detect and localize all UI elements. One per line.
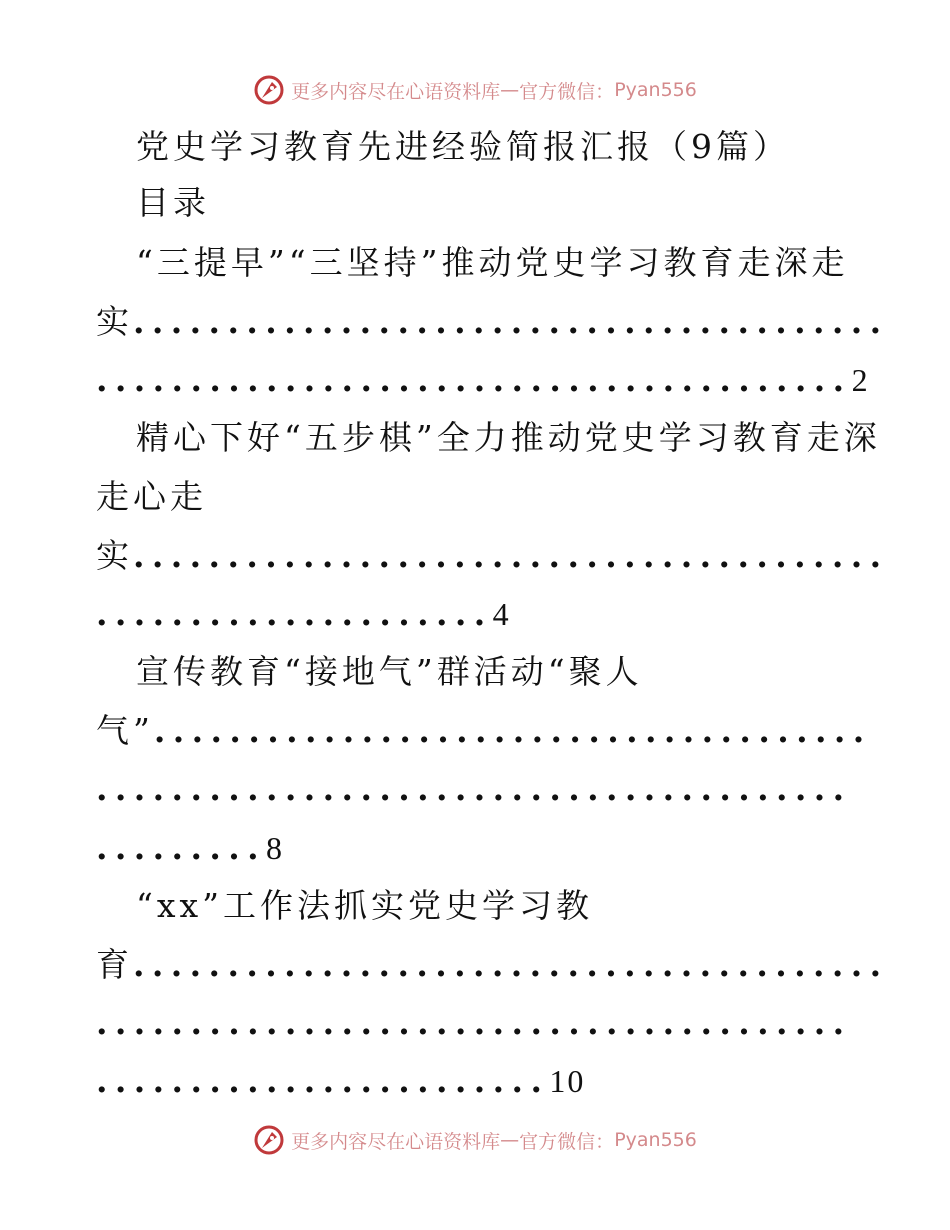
toc-entry-3-page: 8	[266, 830, 284, 866]
toc-entry-3-line4[interactable]	[96, 828, 856, 868]
toc-entry-2-title-text: 精心下好“五步棋”全力推动党史学习教育走深	[136, 418, 881, 457]
toc-entry-2-page: 4	[492, 596, 511, 632]
toc-entry-1-title-text: “三提早”“三坚持”推动党史学习教育走深走	[136, 243, 849, 282]
toc-leader-dots: ........................................	[133, 302, 889, 341]
watermark-handle: Pyan556	[614, 1129, 697, 1151]
toc-entry-2-title[interactable]	[96, 418, 896, 458]
toc-entry-4-line2[interactable]	[96, 945, 889, 985]
toc-entry-3-line3[interactable]	[96, 769, 856, 809]
document-title: 党史学习教育先进经验简报汇报（9篇）	[136, 127, 790, 166]
toc-entry-4-line3[interactable]	[96, 1003, 856, 1043]
toc-entry-1-page: 2	[851, 362, 870, 398]
toc-leader-dots: .........	[96, 828, 266, 867]
watermark-handle: Pyan556	[614, 79, 697, 101]
toc-heading: 目录	[136, 183, 210, 222]
toc-entry-1-title-cont: 实	[96, 302, 133, 341]
toc-entry-3-title-cont: 气”	[96, 711, 154, 750]
header-watermark	[0, 70, 950, 110]
toc-entry-1-title[interactable]	[96, 243, 896, 283]
watermark-official: 官方微信：	[519, 1130, 615, 1153]
toc-entry-3-line2[interactable]	[96, 711, 872, 751]
toc-entry-2-line4[interactable]	[96, 594, 856, 634]
watermark-official: 官方微信：	[519, 80, 615, 103]
toc-entry-4-title-text: “xx”工作法抓实党史学习教	[136, 886, 593, 925]
toc-entry-2-line2[interactable]	[96, 477, 856, 517]
toc-leader-dots: ......................................	[153, 711, 872, 750]
toc-entry-1-line3[interactable]	[96, 360, 870, 400]
watermark-separator: —	[500, 1129, 520, 1151]
toc-entry-2-title-cont: 走心走	[96, 477, 207, 516]
pen-nib-circle-icon	[253, 1124, 285, 1156]
pen-nib-circle-icon	[253, 74, 285, 106]
toc-entry-3-title-text: 宣传教育“接地气”群活动“聚人	[136, 652, 643, 691]
watermark-brand: 更多内容尽在心语资料库	[291, 80, 501, 103]
toc-entry-4-page: 10	[549, 1063, 586, 1099]
toc-leader-dots: ........................	[96, 1061, 550, 1100]
toc-leader-dots: .....................	[96, 594, 493, 633]
toc-entry-3-title[interactable]	[96, 652, 896, 692]
toc-leader-dots: ........................................	[133, 536, 889, 575]
toc-leader-dots: ........................................	[96, 769, 852, 808]
watermark-brand: 更多内容尽在心语资料库	[291, 1130, 501, 1153]
toc-entry-4-title-cont: 育	[96, 945, 133, 984]
toc-leader-dots: ........................................	[133, 945, 889, 984]
toc-entry-1-line2[interactable]	[96, 302, 889, 342]
toc-entry-2-line3[interactable]	[96, 536, 889, 576]
toc-entry-4-line4[interactable]	[96, 1061, 856, 1101]
toc-leader-dots: ........................................	[96, 1003, 852, 1042]
footer-watermark	[0, 1120, 950, 1160]
toc-entry-2-title-cont2: 实	[96, 536, 133, 575]
toc-entry-4-title[interactable]	[96, 886, 896, 926]
watermark-separator: —	[500, 79, 520, 101]
toc-leader-dots: ........................................	[96, 360, 852, 399]
